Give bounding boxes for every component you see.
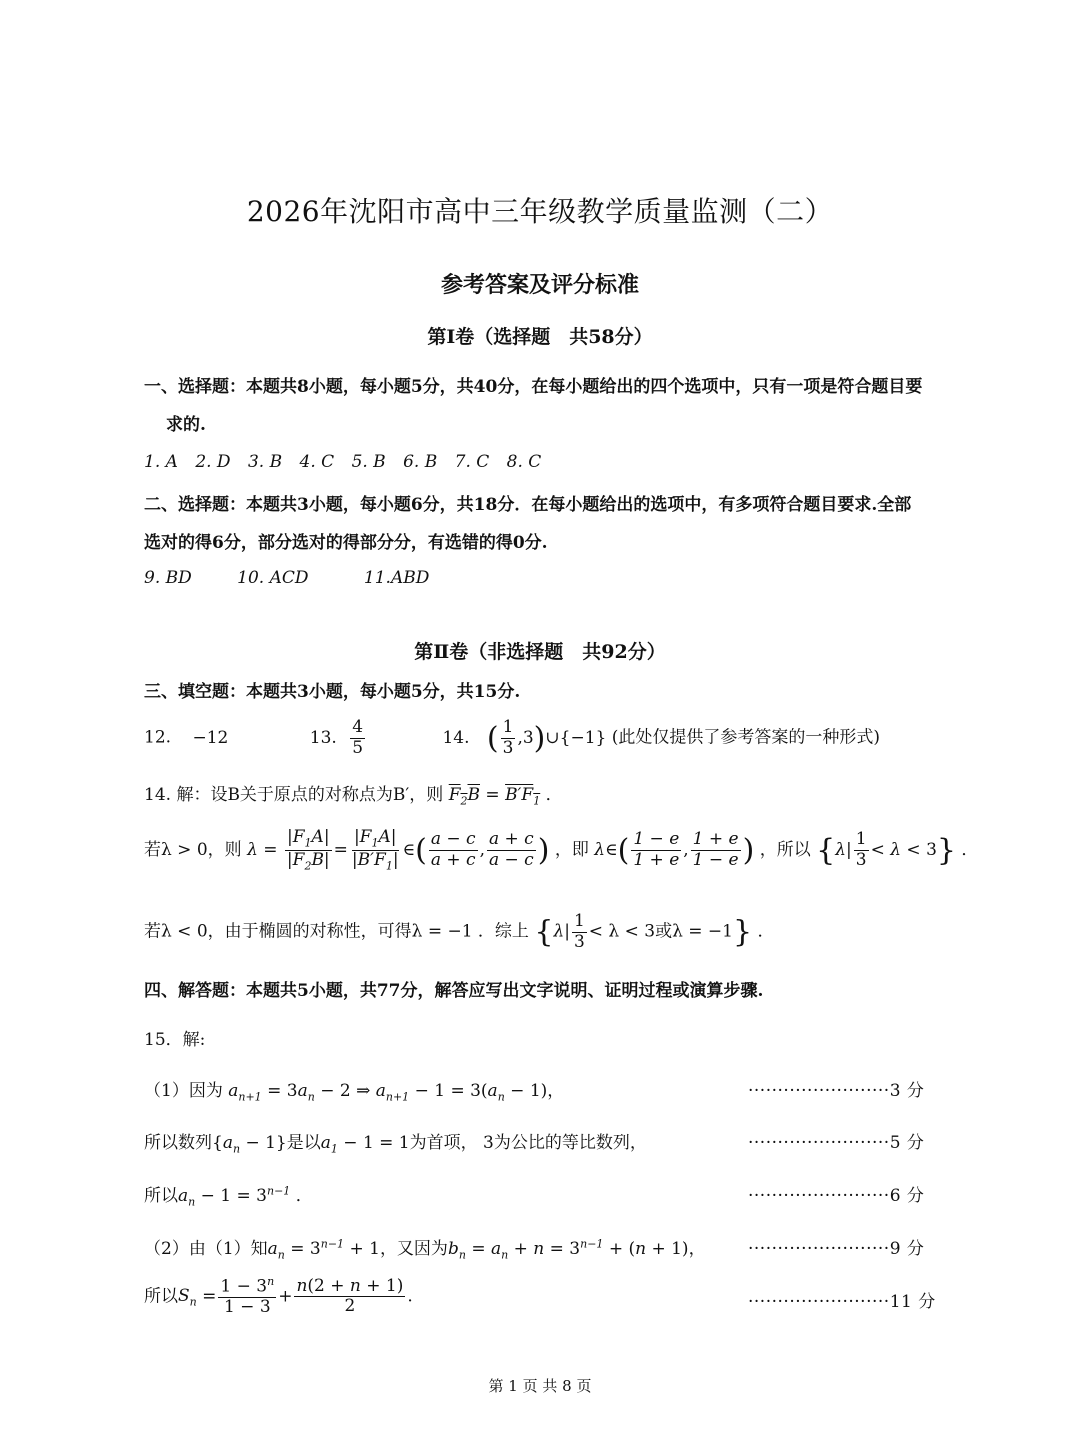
section-2-instruction: 二、选择题：本题共3小题，每小题6分，共18分．在每小题给出的选项中，有多项符合题目要求.全部 (144, 495, 912, 515)
section-3-instruction: 三、填空题：本题共3小题，每小题5分，共15分. (144, 682, 521, 702)
page-subtitle: 参考答案及评分标准 (440, 272, 639, 298)
q13-label: 13. (309, 727, 337, 748)
q14-label: 14. (442, 727, 470, 748)
page-title: 2026年沈阳市高中三年级教学质量监测（二） (246, 195, 834, 228)
score-line-3: ························6 分 (748, 1186, 925, 1206)
section-2-instruction-cont: 选对的得6分，部分选对的得部分分，有选错的得0分. (144, 533, 548, 553)
answer-10: 10. ACD (237, 568, 309, 588)
solution-15-step-3: 所以$a_n - 1 = 3^{n-1}$ ． (144, 1184, 313, 1209)
section-1-answers (144, 452, 553, 472)
answer-4: 4. C (299, 452, 335, 472)
answer-2: 2. D (195, 452, 231, 472)
score-line-5: ························11 分 (748, 1292, 936, 1312)
page-footer: 第 1 页 共 8 页 (488, 1377, 592, 1395)
section-1-instruction-cont: 求的. (166, 415, 206, 435)
answer-7: 7. C (454, 452, 490, 472)
q13-answer: $\frac{4}{5}$ (352, 717, 364, 758)
solution-14-case-negative: 若λ < 0，由于椭圆的对称性，可得λ = −1 ．综上 {λ| $\frac{1}{3}$ < λ < 3或λ = −1} ． (144, 911, 775, 952)
volume-1-header: 第Ⅰ卷（选择题 共58分） (427, 326, 653, 348)
section-4-instruction: 四、解答题：本题共5小题，共77分，解答应写出文字说明、证明过程或演算步骤. (144, 981, 764, 1001)
answer-9: 9. BD (144, 568, 192, 588)
solution-15-head: 15．解: (144, 1030, 206, 1050)
section-1-instruction: 一、选择题：本题共8小题，每小题5分，共40分，在每小题给出的四个选项中，只有一项是符合题目要 (144, 377, 923, 397)
q14-answer: ( $\frac{1}{3}$ ,3)∪{−1} (486, 717, 607, 758)
section-3-answers (144, 718, 880, 758)
q12-label: 12. (144, 727, 172, 748)
volume-2-header: 第Ⅱ卷（非选择题 共92分） (414, 641, 666, 663)
score-line-1: ························3 分 (748, 1081, 925, 1101)
solution-15-step-2: 所以数列$\{a_n - 1\}$是以$a_1 - 1 = 1$为首项， 3为公比的等比数列， (144, 1133, 647, 1156)
answer-5: 5. B (351, 452, 386, 472)
answer-8: 8. C (506, 452, 542, 472)
answer-1: 1. A (144, 452, 178, 472)
answer-11: 11.ABD (363, 568, 430, 588)
answer-3: 3. B (247, 452, 283, 472)
answer-6: 6. B (403, 452, 438, 472)
section-2-answers (144, 568, 441, 588)
solution-15-step-5: 所以$S_n$ = $\frac{1 - 3^n}{1 - 3}$ + $\frac{n(2 + n + 1)}{2}$ . (144, 1275, 413, 1318)
solution-15-step-4: （2）由（1）知$a_n = 3^{n-1} + 1$，又因为$b_n = a_n + n = 3^{n-1} + (n + 1)$， (144, 1237, 706, 1262)
solution-15-step-1: （1）因为 $a_{n+1} = 3a_n - 2$ ⇒ $a_{n+1} - 1 = 3(a_n - 1)$， (144, 1081, 565, 1104)
q12-answer: −12 (192, 727, 229, 748)
q14-note: (此处仅提供了参考答案的一种形式) (611, 727, 880, 748)
score-line-2: ························5 分 (748, 1133, 925, 1153)
score-line-4: ························9 分 (748, 1239, 925, 1259)
solution-14-intro: 14. 解：设B关于原点的对称点为B′，则 $F_2B = B'F_1$ ． (144, 785, 563, 808)
solution-14-case-positive: 若λ > 0，则 λ = $\frac{|F_1A|}{|F_2B|}$ = $\frac{|F_1A|}{|B'F_1|}$ ∈( $\frac{a - c}{a + c}$ , $\frac{a + c}{a - c}$ ) ，即 λ∈( $\frac{1 - e}{1 + e}$ , $\frac{1 + e}{1 - e}$ ) ，所以 {λ| $\frac{1}{3}$ < λ < 3} ． (144, 827, 979, 873)
